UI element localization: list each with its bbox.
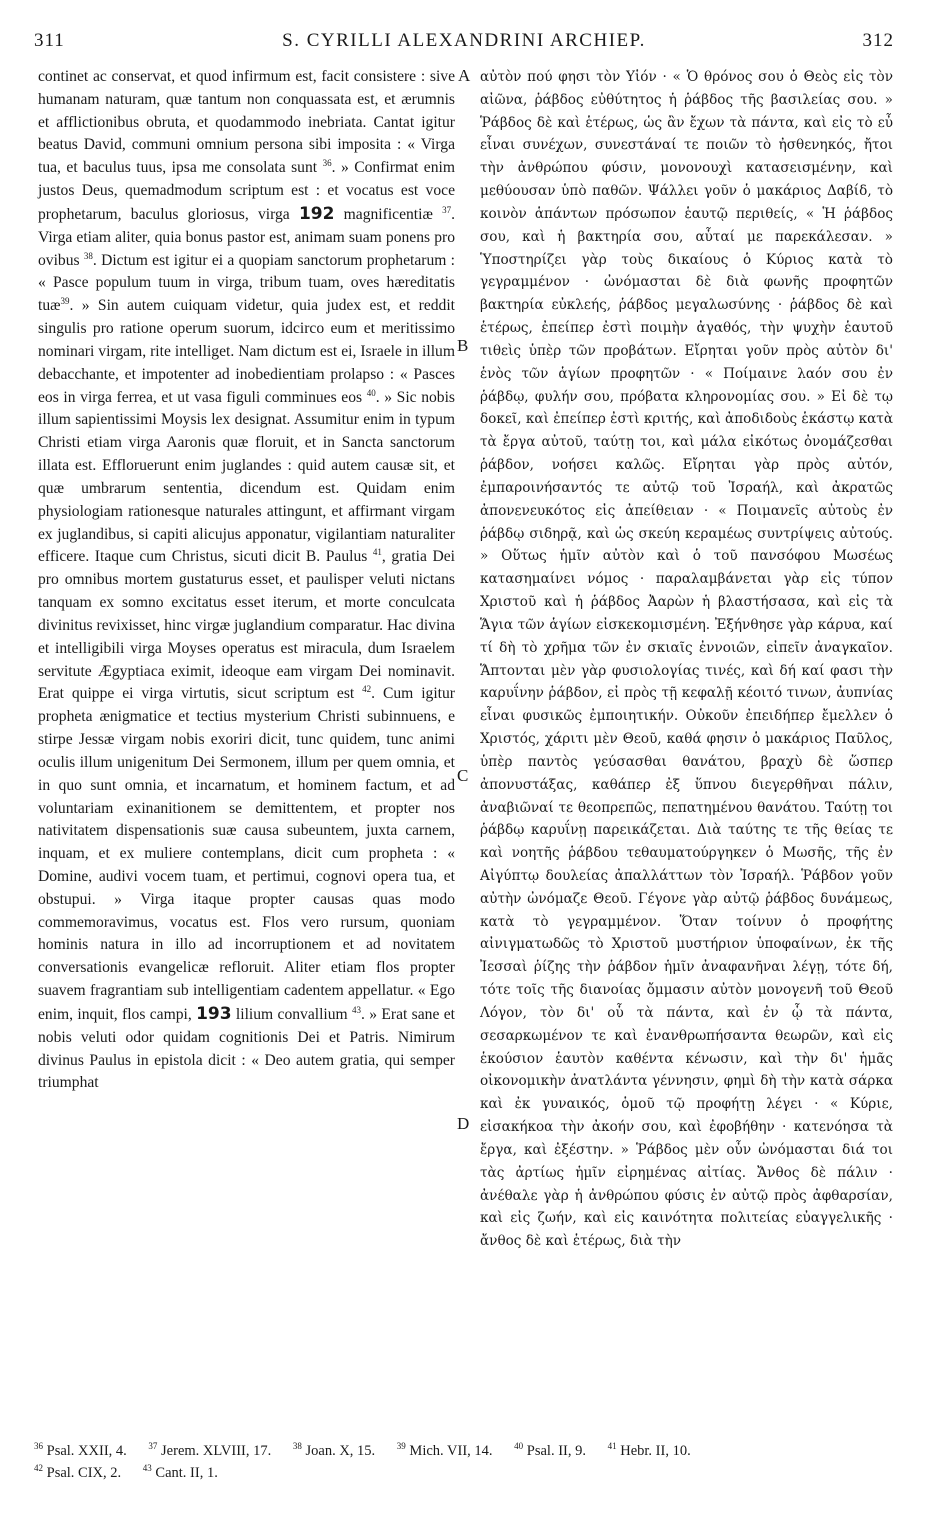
latin-column xyxy=(38,66,455,1412)
section-marker-d: D xyxy=(457,1114,470,1133)
footnote-ref: 43 xyxy=(352,1004,362,1015)
footnote: $^{36}$ Psal. XXII, 4. xyxy=(34,1441,127,1459)
footnote: $^{40}$ Psal. II, 9. xyxy=(514,1441,586,1459)
footnotes xyxy=(34,1440,894,1484)
footnote-ref: 40 xyxy=(366,387,376,398)
footnote: $^{37}$ Jerem. XLVIII, 17. xyxy=(148,1441,272,1459)
footnote: $^{43}$ Cant. II, 1. xyxy=(142,1463,218,1481)
greek-column xyxy=(480,66,893,1412)
migne-page-number: 192 xyxy=(298,203,335,224)
footnote-ref: 42 xyxy=(362,684,372,695)
section-marker-c: C xyxy=(457,766,469,785)
footnote: $^{41}$ Hebr. II, 10. xyxy=(607,1441,691,1459)
footnote-ref: 37 xyxy=(442,204,452,215)
latin-text: continet ac conservat, et quod infirmum est, facit consistere : sive humanam naturam, quæ tantum non conquassata est, et ærumnis et afflictionibus obruta, et quodammodo inebriata. Cantat igitur beatus David, communi omnium persona sibi imposita : « Virga tua, et baculus tuus, ipsa me consolata sunt $^{36}$. » Confirmat enim justos Deus, quemadmodum scriptum est : et vocatus est voce prophetarum, baculus gloriosus, virga 192 magnificentiæ $^{37}$. Virga etiam aliter, quia bonus pastor est, animam suam ponens pro ovibus $^{38}$. Dictum est igitur ei a quopiam sanctorum prophetarum : « Pasce populum tuum in virga, tribum tuam, oves hæreditatis tuæ$^{39}$. » Sin autem cuiquam videtur, quia judex est, et reddit singulis pro ratione operum suorum, idcirco eum et meritissimo nominari virgam, rite intelliget. Nam dictum est ei, Israele in illum debacchante, et impotenter ad inobedientiam prolapso : « Pasces eos in virga ferrea, et ut vasa figuli comminues eos $^{40}$. » Sic nobis illum sapientissimi Moysis lex designat. Assumitur enim in typum Christi etiam virga Aaronis quæ floruit, et in Sancta sanctorum illata est. Effloruerunt enim juglandes : quid autem causæ sit, et quæ umbrarum sententia, dicendum est. Quidam enim physiologiam rationesque naturales attingunt, et affirmant virgam ex juglandibus, si capiti alicujus apponatur, vigilantiam naturaliter efficere. Itaque cum Christus, sicuti dicit B. Paulus $^{41}$, gratia Dei pro omnibus mortem gustaturus esset, et paulisper veluti nictans tanquam ex somno excitatus esset iterum, et morte conculcata divinitus revixisset, hinc virgæ juglandium comparatur. Hac divina et intelligibili virga Moyses operatus est miracula, dum Israelem servitute Ægyptiaca eximit, ideoque eam virgam Dei nominavit. Erat quippe ei virga virtutis, sicut scriptum est $^{42}$. Cum igitur propheta ænigmatice et tectius mysterium Christi subinnuens, e stirpe Jessæ virgam nobis exoriri dicit, tunc quidem, tunc animi oculis illum unigenitum Dei Sermonem, illum per quem omnia, et in quo sunt omnia, et incarnatum, et hominem factum, et ad voluntariam exinanitionem se demittentem, et propter nos nativitatem dispensationis suæ causa subeuntem, juxta carnem, inquam, et ex muliere contemplans, dicit cum propheta : « Domine, audivi vocem tuam, et pertimui, cognovi opera tua, et obstupui. » Virga itaque propter causas quas modo commemoravimus, vocatus est. Flos vero rursum, quoniam hominis natura in illo ad incorruptionem et ad novitatem conversationis evangelicæ refloruit. Aliter etiam flos propter suavem fragrantiam sub intelligentiam cadentem appellatur. « Ego enim, inquit, flos campi, 193 lilium convallium $^{43}$. » Erat sane et nobis veluti odor quidam cognitionis Dei et Patris. Nimirum divinus Paulus in epistola dicit : « Deo autem gratia, qui semper triumphat xyxy=(38,68,455,1092)
running-title: S. CYRILLI ALEXANDRINI ARCHIEP. xyxy=(282,30,646,51)
running-header xyxy=(34,30,894,56)
migne-page-number: 193 xyxy=(196,1003,232,1024)
page-number-right: 312 xyxy=(862,30,894,51)
footnote: $^{42}$ Psal. CIX, 2. xyxy=(34,1463,122,1481)
footnote: $^{39}$ Mich. VII, 14. xyxy=(396,1441,493,1459)
section-marker-a: A xyxy=(458,66,471,85)
footnote-line xyxy=(34,1462,894,1484)
greek-text: αὐτὸν πού φησι τὸν Υἱόν · « Ὁ θρόνος σου ὁ Θεὸς εἰς τὸν αἰῶνα, ῥάβδος εὐθύτητος ἡ ῥάβδος τῆς βασιλείας σου. » Ῥάβδος δὲ καὶ ἑτέρως, ὡς ἂν ἔχων τὰ πάντα, καὶ εἰς τὸ εὖ εἶναι συνέχων, συνεστάναί τε ποιῶν τὸ ἠσθενηκός, ἤτοι τὴν ἀνθρώπου φύσιν, μονονουχὶ κατασεισμένην, καὶ μεθύουσαν ὑπὸ παθῶν. Ψάλλει γοῦν ὁ μακάριος Δαβίδ, τὸ κοινὸν ἁπάντων πρόσωπον ἑαυτῷ περιθείς, « Ἡ ῥάβδος σου, καὶ ἡ βακτηρία σου, αὗταί με παρεκάλεσαν. » Ὑποστηρίζει γὰρ τοὺς δικαίους ὁ Κύριος κατὰ τὸ γεγραμμένον · ὠνόμασται δὲ διὰ φωνῆς προφητῶν βακτηρία εὐκλεής, ῥάβδος μεγαλωσύνης · ῥάβδος δὲ καὶ ἑτέρως, ἐπείπερ ἐστὶ ποιμὴν ἀγαθός, τὴν ψυχὴν ἑαυτοῦ τιθεὶς ὑπὲρ τῶν προβάτων. Εἴρηται γοῦν πρὸς αὐτὸν δι' ἑνὸς τῶν ἁγίων προφητῶν · « Ποίμαινε λαόν σου ἐν ῥάβδῳ, φυλήν σου, πρόβατα κληρονομίας σου. » Εἰ δὲ τῳ δοκεῖ, καὶ ἐπείπερ ἐστὶ κριτής, καὶ ἀποδιδοὺς ἑκάστῳ κατὰ τὰ ἔργα αὐτοῦ, ταύτῃ τοι, καὶ μάλα εἰκότως ὀνομάζεσθαι ῥάβδον, νοήσει καλῶς. Εἴρηται γὰρ πρὸς αὐτόν, ἐμπαροινήσαντός τε αὐτῷ τοῦ Ἰσραήλ, καὶ ἀκρατῶς ἀπονενευκότος εἰς ἀπείθειαν · « Ποιμανεῖς αὐτοὺς ἐν ῥάβδῳ σιδηρᾷ, καὶ ὡς σκεύη κεραμέως συντρίψεις αὐτούς. » Οὕτως ἡμῖν αὐτὸν καὶ ὁ τοῦ πανσόφου Μωσέως κατασημαίνει νόμος · παραλαμβάνεται γὰρ εἰς τύπον Χριστοῦ καὶ ἡ ῥάβδος Ἀαρὼν ἡ βλαστήσασα, καὶ εἰς τὰ Ἅγια τῶν ἁγίων εἰσκεκομισμένη. Ἐξήνθησε γὰρ κάρυα, καί τί δὴ τὸ χρῆμα τῶν ἐν σκιαῖς ἐννοιῶν, εἰπεῖν ἀναγκαῖον. Ἅπτονται μὲν γὰρ φυσιολογίας τινές, καὶ δή καί φασι τὴν καρυΐνην ῥάβδον, εἰ πρὸς τῇ κεφαλῇ κέοιτό τινων, ἀυπνίας εἶναι φυσικῶς ἐμποιητικήν. Οὐκοῦν ἐπειδήπερ ἔμελλεν ὁ Χριστός, χάριτι μὲν Θεοῦ, καθά φησιν ὁ μακάριος Παῦλος, ὑπὲρ παντὸς γεύσασθαι θανάτου, βραχὺ δὲ ὥσπερ ἀπονυστάξας, καθάπερ ἐξ ὕπνου διεγερθῆναι πάλιν, ἀναβιῶναί τε θεοπρεπῶς, πεπατημένου θανάτου. Ταύτῃ τοι ῥάβδῳ καρυΐνῃ παρεικάζεται. Διὰ ταύτης τε τῆς θείας τε καὶ νοητῆς ῥάβδου τεθαυματούργηκεν ὁ Μωσῆς, τῆς ἐν Αἰγύπτῳ δουλείας ἀπαλλάττων τὸν Ἰσραήλ. Ῥάβδον γοῦν αὐτὴν ὠνόμαζε Θεοῦ. Γέγονε γὰρ αὐτῷ ῥάβδος δυνάμεως, κατὰ τὸ γεγραμμένον. Ὅταν τοίνυν ὁ προφήτης αἰνιγματωδῶς τὸ Χριστοῦ μυστήριον ὑποφαίνων, ἐκ τῆς Ἰεσσαὶ ῥίζης τὴν ῥάβδον ἡμῖν ἀναφανῆναι λέγῃ, τότε δή, τότε τοῖς τῆς διανοίας ὄμμασιν αὐτὸν μονογενῆ τοῦ Θεοῦ Λόγον, τὸν δι' οὗ τὰ πάντα, καὶ ἐν ᾧ τὰ πάντα, σεσαρκωμένον τε καὶ ἐνανθρωπήσαντα θεωρῶν, καὶ εἰς ἑκούσιον ἑαυτὸν καθέντα κένωσιν, καὶ τὴν δι' ἡμᾶς οἰκονομικὴν ἀνατλάντα γέννησιν, φημὶ δὴ τὴν κατὰ σάρκα καὶ ἐκ γυναικός, ὁμοῦ τῷ προφήτῃ λέγει · « Κύριε, εἰσακήκοα τὴν ἀκοήν σου, καὶ ἐφοβήθην · κατενόησα τὰ ἔργα, καὶ ἐξέστην. » Ῥάβδος μὲν οὖν ὠνόμασται διά τοι τὰς ἀρτίως ἡμῖν εἰρημένας αἰτίας. Ἄνθος δὲ πάλιν · ἀνέθαλε γὰρ ἡ ἀνθρώπου φύσις ἐν αὐτῷ πρὸς ἀφθαρσίαν, καὶ εἰς ζωήν, καὶ εἰς καινότητα πολιτείας εὐαγγελικῆς · ἄνθος δὲ καὶ ἑτέρως, διὰ τὴν xyxy=(480,69,893,1250)
footnote-line xyxy=(34,1440,894,1462)
footnote-ref: 38 xyxy=(83,250,93,261)
footnote-ref: 41 xyxy=(372,547,382,558)
section-marker-b: B xyxy=(457,336,469,355)
page-number-left: 311 xyxy=(34,30,65,51)
footnote: $^{38}$ Joan. X, 15. xyxy=(292,1441,376,1459)
footnote-ref: 36 xyxy=(322,158,332,169)
footnote-ref: 39 xyxy=(60,296,70,307)
